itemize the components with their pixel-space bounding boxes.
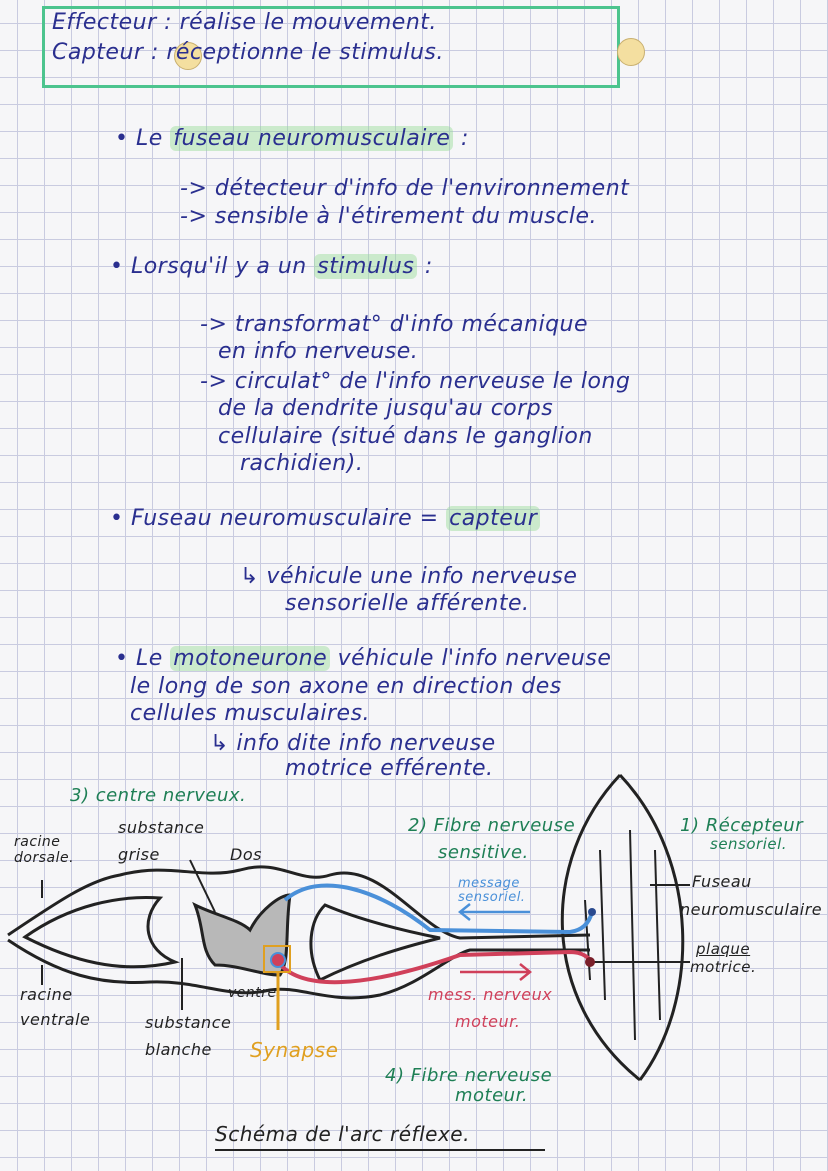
line: de la dendrite jusqu'au corps xyxy=(218,396,554,421)
synapse-dot xyxy=(271,953,285,967)
label-plaque-motrice: motrice. xyxy=(690,958,757,976)
label-synapse: Synapse xyxy=(250,1038,339,1062)
label-substance-grise: grise xyxy=(118,845,160,864)
line: cellulaire (situé dans le ganglion xyxy=(218,424,593,449)
highlight: capteur xyxy=(446,506,540,531)
highlight: fuseau neuromusculaire xyxy=(170,126,453,151)
label-message-moteur: moteur. xyxy=(455,1012,521,1031)
text: • Lorsqu'il y a un xyxy=(110,254,307,279)
highlight: stimulus xyxy=(314,254,417,279)
label-fuseau: neuromusculaire xyxy=(680,900,823,919)
line: en info nerveuse. xyxy=(218,339,419,364)
text: • Le xyxy=(115,646,163,671)
label-centre-nerveux: 3) centre nerveux. xyxy=(70,785,247,806)
sensory-arrow xyxy=(460,904,530,920)
line: ↳ info dite info nerveuse xyxy=(210,731,496,756)
line: motrice efférente. xyxy=(285,756,494,781)
line: ↳ véhicule une info nerveuse xyxy=(240,564,578,589)
line: -> transformat° d'info mécanique xyxy=(200,312,589,337)
label-dos: Dos xyxy=(230,845,262,864)
text: : xyxy=(417,254,433,279)
text: véhicule l'info nerveuse xyxy=(330,646,612,671)
motor-arrow xyxy=(460,964,530,980)
label-substance-blanche: substance xyxy=(145,1013,232,1032)
label-recepteur: 1) Récepteur xyxy=(680,815,804,836)
line: le long de son axone en direction des xyxy=(130,674,562,699)
label-fibre-sensitive: sensitive. xyxy=(438,842,529,863)
line: sensorielle afférente. xyxy=(285,591,530,616)
label-racine-ventrale: racine xyxy=(20,985,73,1004)
highlight: motoneurone xyxy=(170,646,330,671)
label-fibre-sensitive: 2) Fibre nerveuse xyxy=(408,815,576,836)
text: • Le xyxy=(115,126,163,151)
pointer-lines xyxy=(42,860,690,1010)
diagram-title: Schéma de l'arc réflexe. xyxy=(215,1122,470,1146)
label-fuseau: Fuseau xyxy=(692,872,752,891)
label-plaque-motrice: plaque xyxy=(696,940,751,958)
text: : xyxy=(453,126,469,151)
label-fibre-motrice: moteur. xyxy=(455,1085,529,1106)
label-substance-blanche: blanche xyxy=(145,1040,212,1059)
label-message-sensoriel: sensoriel. xyxy=(458,890,526,905)
line: cellules musculaires. xyxy=(130,701,371,726)
definition-effecteur: Effecteur : réalise le mouvement. xyxy=(52,10,437,35)
line: -> sensible à l'étirement du muscle. xyxy=(180,204,597,229)
label-fibre-motrice: 4) Fibre nerveuse xyxy=(385,1065,553,1086)
label-ventre: ventre xyxy=(228,985,277,1001)
label-racine-dorsale: dorsale. xyxy=(14,850,75,866)
line: -> détecteur d'info de l'environnement xyxy=(180,176,630,201)
text: • Fuseau neuromusculaire = xyxy=(110,506,439,531)
line: -> circulat° de l'info nerveuse le long xyxy=(200,369,631,394)
label-racine-dorsale: racine xyxy=(14,834,61,850)
line: rachidien). xyxy=(240,451,364,476)
label-substance-grise: substance xyxy=(118,818,205,837)
definition-capteur: Capteur : réceptionne le stimulus. xyxy=(52,40,444,65)
label-recepteur: sensoriel. xyxy=(710,835,788,853)
label-racine-ventrale: ventrale xyxy=(20,1010,91,1029)
label-message-sensoriel: message xyxy=(458,876,520,891)
label-message-moteur: mess. nerveux xyxy=(428,985,553,1004)
